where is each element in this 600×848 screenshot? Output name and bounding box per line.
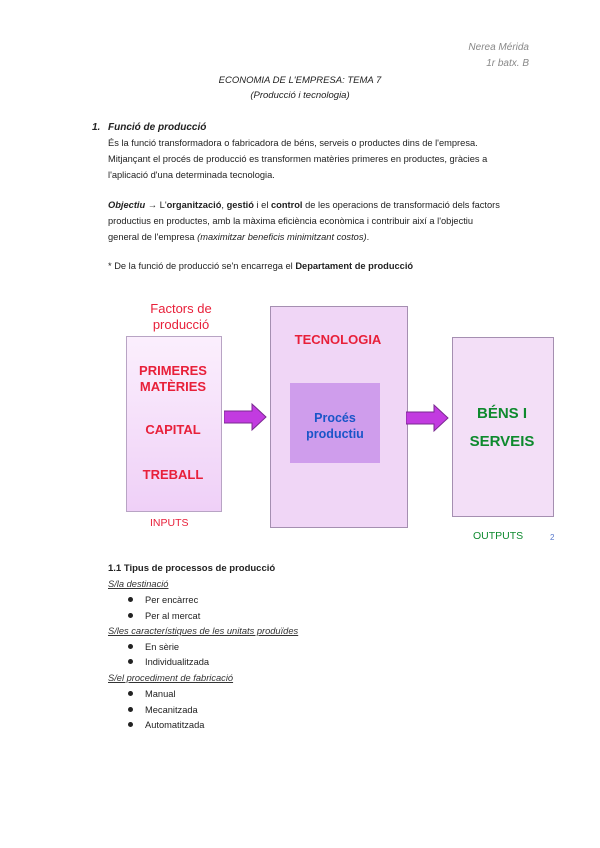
technology-label: TECNOLOGIA (294, 332, 382, 347)
inputs-label: INPUTS (150, 517, 189, 529)
objective-label: Objectiu (108, 200, 146, 210)
bullet-icon (128, 722, 133, 727)
objective-line (108, 229, 538, 245)
note-line (108, 261, 413, 271)
list-item-label: Automatitzada (145, 720, 205, 730)
arrow-icon: → (147, 200, 158, 210)
bullet-icon (128, 613, 133, 618)
outputs-text (452, 400, 552, 456)
input-label: MATÈRIES (139, 379, 207, 394)
category-heading: S/el procediment de fabricació (108, 673, 234, 683)
process-label-line: Procés (314, 411, 356, 425)
document-title: ECONOMIA DE L'EMPRESA: TEMA 7 (218, 75, 382, 86)
text: i el (253, 200, 272, 210)
bullet-icon (128, 691, 133, 696)
arrow-right-icon (406, 403, 450, 433)
input-capital: CAPITAL (145, 422, 201, 437)
list-item-label: Manual (145, 689, 176, 699)
text: de les operacions de transformació dels factors (302, 200, 500, 210)
italic-text: (maximitzar beneficis minimitzant costos) (197, 232, 367, 242)
list-item (128, 720, 204, 730)
bold-text: control (271, 200, 303, 210)
list-item-label: Individualitzada (145, 657, 210, 667)
bold-text: Departament de producció (295, 261, 414, 271)
document-subtitle: (Producció i tecnologia) (250, 90, 350, 101)
list-item-label: Mecanitzada (145, 705, 198, 715)
author-name: Nerea Mérida (468, 42, 529, 53)
arrow-right-icon (224, 402, 268, 432)
list-item (128, 611, 200, 621)
page-number: 2 (550, 533, 555, 542)
category-heading: S/la destinació (108, 579, 169, 589)
list-item (128, 689, 176, 699)
objective-line: productius en productes, amb la màxima eficiència econòmica i contribuir així a l'objectiu (108, 216, 474, 226)
process-label (290, 410, 380, 442)
paragraph-line: És la funció transformadora o fabricadora de béns, serveis o productes dins de l'empresa. (108, 138, 478, 148)
outputs-label: OUTPUTS (473, 530, 524, 542)
author-class: 1r batx. B (486, 58, 529, 69)
bold-text: gestió (226, 200, 254, 210)
paragraph-line: Mitjançant el procés de producció es transformen matèries primeres en productes, gràcies a (108, 154, 488, 164)
list-item-label: En sèrie (145, 642, 180, 652)
input-label: PRIMERES (139, 363, 207, 378)
input-labour: TREBALL (142, 467, 204, 482)
bold-text: organització (166, 200, 222, 210)
list-item (128, 642, 179, 652)
list-item-label: Per al mercat (145, 611, 201, 621)
bullet-icon (128, 597, 133, 602)
factors-label-line: producció (152, 317, 210, 332)
text: L' (157, 200, 167, 210)
text: general de l'empresa (108, 232, 198, 242)
factors-label-line: Factors de (150, 301, 212, 316)
bullet-icon (128, 707, 133, 712)
section-number: 1. (92, 122, 101, 133)
subsection-title: 1.1 Tipus de processos de producció (108, 563, 276, 574)
objective-line (108, 197, 538, 213)
list-item (128, 657, 209, 667)
bullet-icon (128, 659, 133, 664)
text: . (366, 232, 370, 242)
author-header (468, 40, 529, 72)
input-raw-materials (126, 363, 220, 395)
paragraph-line: l'aplicació d'una determinada tecnologia. (108, 170, 275, 180)
process-label-line: productiu (306, 427, 364, 441)
list-item (128, 595, 198, 605)
category-heading: S/les característiques de les unitats produïdes (108, 626, 299, 636)
outputs-line: SERVEIS (469, 433, 535, 450)
bullet-icon (128, 644, 133, 649)
factors-label (126, 301, 236, 333)
list-item (128, 705, 198, 715)
text: * De la funció de producció se'n encarrega el (108, 261, 296, 271)
list-item-label: Per encàrrec (145, 595, 199, 605)
section-title: Funció de producció (108, 122, 207, 133)
outputs-line: BÉNS I (476, 405, 527, 422)
text: , (221, 200, 227, 210)
